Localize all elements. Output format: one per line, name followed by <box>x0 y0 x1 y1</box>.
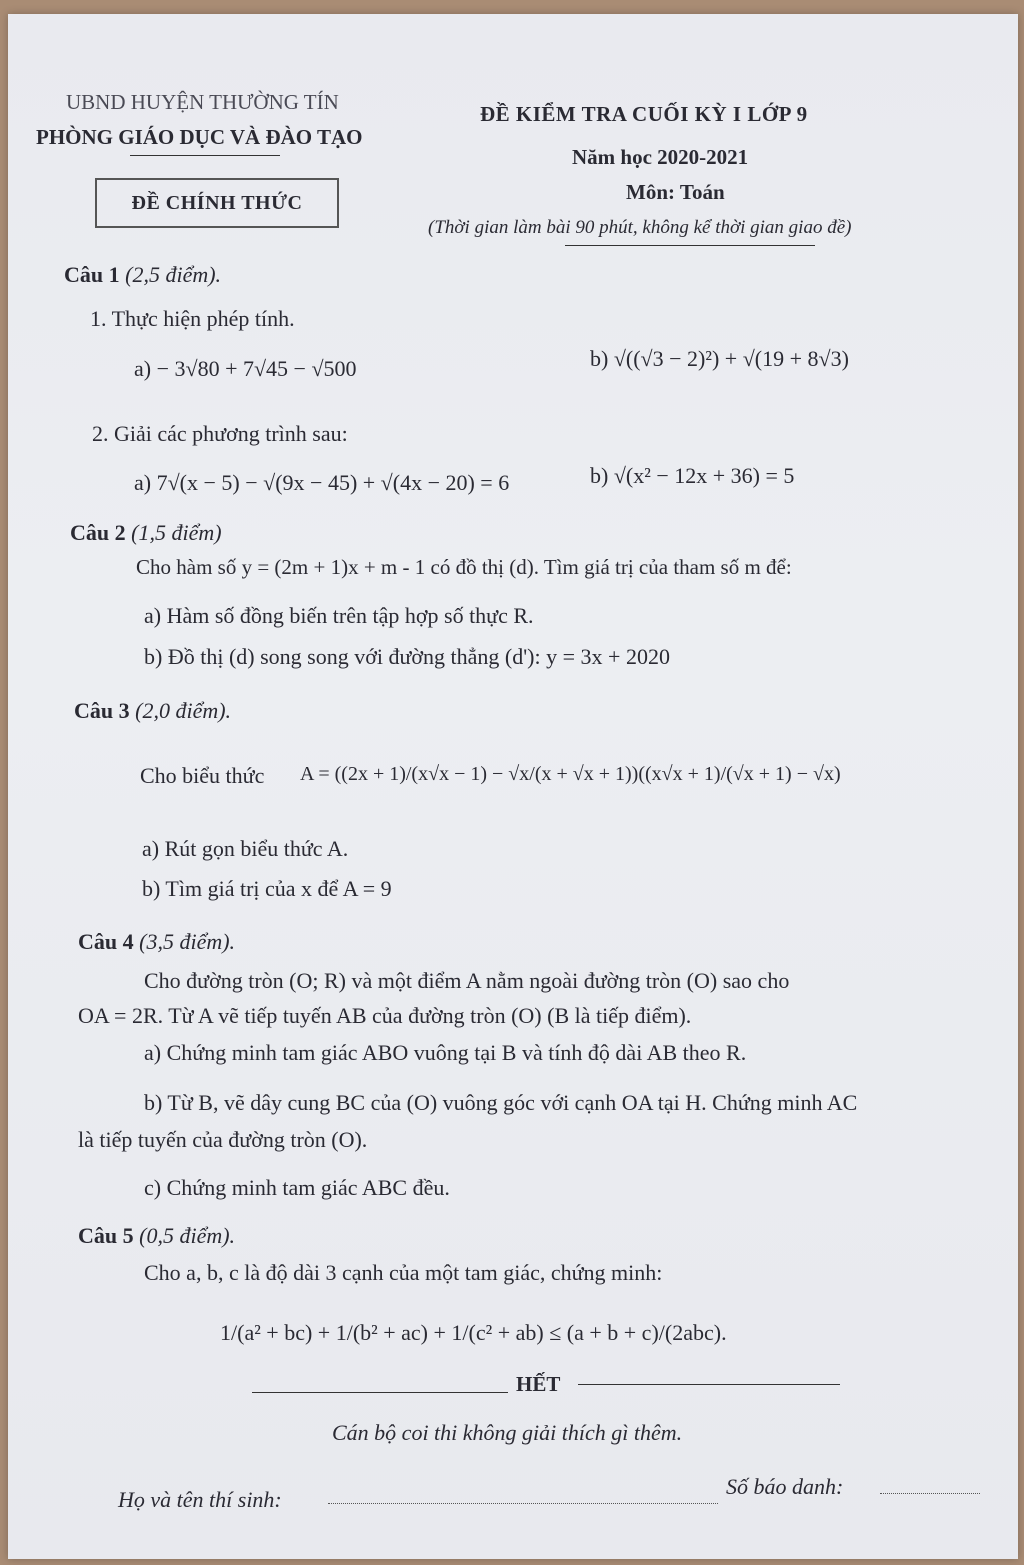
q3-expression: A = ((2x + 1)/(x√x − 1) − √x/(x + √x + 1))((x√x + 1)/(√x + 1) − √x) <box>300 763 841 785</box>
exam-title: ĐỀ KIỂM TRA CUỐI KỲ I LỚP 9 <box>480 102 808 126</box>
end-line-left <box>252 1392 508 1393</box>
candidate-name-blank <box>328 1503 718 1504</box>
q2-part-a: a) Hàm số đồng biến trên tập hợp số thực R. <box>144 603 534 628</box>
agency-name: UBND HUYỆN THƯỜNG TÍN <box>66 90 339 114</box>
proctor-note: Cán bộ coi thi không giải thích gì thêm. <box>332 1420 683 1445</box>
q4-heading: Câu 4 (3,5 điểm). <box>78 929 236 954</box>
q5-heading: Câu 5 (0,5 điểm). <box>78 1223 236 1248</box>
q3-part-a: a) Rút gọn biểu thức A. <box>142 836 349 861</box>
q4-part-b-line2: là tiếp tuyến của đường tròn (O). <box>78 1127 368 1152</box>
end-line-right <box>578 1384 840 1385</box>
subject: Môn: Toán <box>626 180 725 204</box>
q2-intro: Cho hàm số y = (2m + 1)x + m - 1 có đồ thị (d). Tìm giá trị của tham số m để: <box>136 555 792 579</box>
q4-intro-line2: OA = 2R. Từ A vẽ tiếp tuyến AB của đường tròn (O) (B là tiếp điểm). <box>78 1003 692 1028</box>
q3-intro: Cho biểu thức <box>140 763 265 788</box>
q2-part-b: b) Đồ thị (d) song song với đường thẳng (d'): y = 3x + 2020 <box>144 644 670 669</box>
q3-part-b: b) Tìm giá trị của x để A = 9 <box>142 876 392 901</box>
q1-part1: 1. Thực hiện phép tính. <box>90 306 295 331</box>
q5-inequality: 1/(a² + bc) + 1/(b² + ac) + 1/(c² + ab) ≤ (a + b + c)/(2abc). <box>220 1320 727 1345</box>
q4-part-c: c) Chứng minh tam giác ABC đều. <box>144 1175 450 1200</box>
q1-2a-equation: a) 7√(x − 5) − √(9x − 45) + √(4x − 20) = 6 <box>134 470 510 495</box>
official-stamp-box: ĐỀ CHÍNH THỨC <box>95 178 339 228</box>
header-underline <box>130 155 280 156</box>
school-year: Năm học 2020-2021 <box>572 145 749 169</box>
q5-intro: Cho a, b, c là độ dài 3 cạnh của một tam giác, chứng minh: <box>144 1260 663 1285</box>
q1-part2: 2. Giải các phương trình sau: <box>92 421 348 446</box>
candidate-id-blank <box>880 1493 980 1494</box>
q1-1a-expression: a) − 3√80 + 7√45 − √500 <box>134 356 357 381</box>
q4-intro-line1: Cho đường tròn (O; R) và một điểm A nằm ngoài đường tròn (O) sao cho <box>144 968 790 993</box>
q2-heading: Câu 2 (1,5 điểm) <box>70 520 222 545</box>
candidate-id-label: Số báo danh: <box>726 1474 844 1499</box>
q4-part-b-line1: b) Từ B, vẽ dây cung BC của (O) vuông góc với cạnh OA tại H. Chứng minh AC <box>144 1090 858 1115</box>
department-name: PHÒNG GIÁO DỤC VÀ ĐÀO TẠO <box>36 125 363 149</box>
q3-heading: Câu 3 (2,0 điểm). <box>74 698 232 723</box>
q1-1b-expression: b) √((√3 − 2)²) + √(19 + 8√3) <box>590 346 849 371</box>
q4-part-a: a) Chứng minh tam giác ABO vuông tại B và tính độ dài AB theo R. <box>144 1040 747 1065</box>
title-underline <box>565 245 815 246</box>
candidate-name-label: Họ và tên thí sinh: <box>118 1487 282 1512</box>
end-marker: HẾT <box>516 1372 561 1396</box>
time-note: (Thời gian làm bài 90 phút, không kể thời gian giao đề) <box>428 217 852 238</box>
q1-heading: Câu 1 (2,5 điểm). <box>64 262 222 287</box>
q1-2b-equation: b) √(x² − 12x + 36) = 5 <box>590 463 795 488</box>
